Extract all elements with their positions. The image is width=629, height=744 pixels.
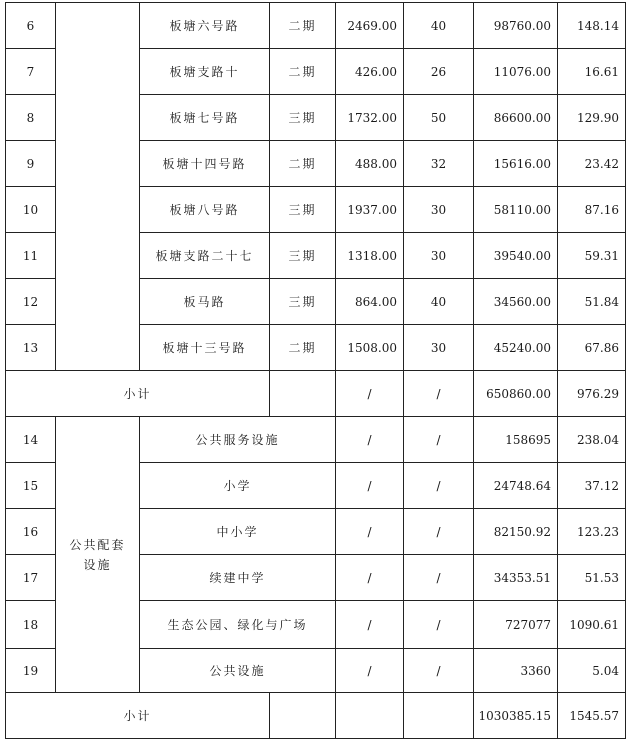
length-value: 864.00 (336, 279, 404, 325)
phase: 二期 (270, 325, 336, 371)
row-number: 18 (6, 601, 56, 649)
category-cell (56, 417, 140, 693)
phase: 二期 (270, 141, 336, 187)
width-value: / (404, 463, 474, 509)
phase: 三期 (270, 95, 336, 141)
phase: 二期 (270, 3, 336, 49)
width-value: 30 (404, 325, 474, 371)
phase: 三期 (270, 279, 336, 325)
length-value: / (336, 371, 404, 417)
road-name: 板塘支路十 (140, 49, 270, 95)
width-value: 50 (404, 95, 474, 141)
mu-value: 238.04 (558, 417, 626, 463)
empty-cell (270, 693, 336, 739)
length-value: / (336, 417, 404, 463)
area-value: 34353.51 (474, 555, 558, 601)
area-value: 39540.00 (474, 233, 558, 279)
road-name: 板塘七号路 (140, 95, 270, 141)
row-number: 15 (6, 463, 56, 509)
row-number: 11 (6, 233, 56, 279)
width-value: 26 (404, 49, 474, 95)
row-number: 8 (6, 95, 56, 141)
width-value: / (404, 509, 474, 555)
row-number: 12 (6, 279, 56, 325)
facility-name: 续建中学 (140, 555, 336, 601)
table-row (6, 417, 626, 463)
mu-value: 1090.61 (558, 601, 626, 649)
row-number: 13 (6, 325, 56, 371)
empty-cell (270, 371, 336, 417)
road-name: 板塘支路二十七 (140, 233, 270, 279)
road-name: 板马路 (140, 279, 270, 325)
area-value: 82150.92 (474, 509, 558, 555)
width-value: / (404, 601, 474, 649)
area-value: 3360 (474, 649, 558, 693)
road-name: 板塘十三号路 (140, 325, 270, 371)
length-value: / (336, 509, 404, 555)
mu-value: 5.04 (558, 649, 626, 693)
area-value: 34560.00 (474, 279, 558, 325)
subtotal-label: 小计 (6, 693, 270, 739)
row-number: 14 (6, 417, 56, 463)
mu-value: 123.23 (558, 509, 626, 555)
area-value: 650860.00 (474, 371, 558, 417)
road-name: 板塘六号路 (140, 3, 270, 49)
empty-cell (404, 693, 474, 739)
width-value: 40 (404, 279, 474, 325)
category-cell (56, 3, 140, 371)
row-number: 19 (6, 649, 56, 693)
area-value: 24748.64 (474, 463, 558, 509)
width-value: / (404, 417, 474, 463)
width-value: 32 (404, 141, 474, 187)
length-value: 2469.00 (336, 3, 404, 49)
area-value: 727077 (474, 601, 558, 649)
width-value: / (404, 649, 474, 693)
mu-value: 59.31 (558, 233, 626, 279)
width-value: 40 (404, 3, 474, 49)
width-value: 30 (404, 233, 474, 279)
length-value: / (336, 601, 404, 649)
row-number: 10 (6, 187, 56, 233)
mu-value: 87.16 (558, 187, 626, 233)
mu-value: 51.84 (558, 279, 626, 325)
length-value: 488.00 (336, 141, 404, 187)
mu-value: 976.29 (558, 371, 626, 417)
area-value: 11076.00 (474, 49, 558, 95)
road-name: 板塘十四号路 (140, 141, 270, 187)
mu-value: 67.86 (558, 325, 626, 371)
area-value: 15616.00 (474, 141, 558, 187)
length-value: / (336, 463, 404, 509)
row-number: 16 (6, 509, 56, 555)
area-value: 45240.00 (474, 325, 558, 371)
length-value: 1508.00 (336, 325, 404, 371)
facility-name: 中小学 (140, 509, 336, 555)
width-value: / (404, 371, 474, 417)
width-value: / (404, 555, 474, 601)
phase: 三期 (270, 187, 336, 233)
mu-value: 51.53 (558, 555, 626, 601)
area-value: 58110.00 (474, 187, 558, 233)
facility-name: 公共设施 (140, 649, 336, 693)
category-label: 公共配套设施 (69, 537, 126, 572)
row-number: 6 (6, 3, 56, 49)
facility-name: 生态公园、绿化与广场 (140, 601, 336, 649)
area-value: 1030385.15 (474, 693, 558, 739)
mu-value: 148.14 (558, 3, 626, 49)
phase: 三期 (270, 233, 336, 279)
phase: 二期 (270, 49, 336, 95)
width-value: 30 (404, 187, 474, 233)
length-value: 1732.00 (336, 95, 404, 141)
subtotal-label: 小计 (6, 371, 270, 417)
row-number: 9 (6, 141, 56, 187)
mu-value: 23.42 (558, 141, 626, 187)
mu-value: 1545.57 (558, 693, 626, 739)
length-value: 426.00 (336, 49, 404, 95)
empty-cell (336, 693, 404, 739)
subtotal-row (6, 371, 626, 417)
row-number: 7 (6, 49, 56, 95)
row-number: 17 (6, 555, 56, 601)
table-row (6, 3, 626, 49)
mu-value: 129.90 (558, 95, 626, 141)
length-value: 1937.00 (336, 187, 404, 233)
facility-name: 公共服务设施 (140, 417, 336, 463)
area-value: 98760.00 (474, 3, 558, 49)
facility-name: 小学 (140, 463, 336, 509)
mu-value: 37.12 (558, 463, 626, 509)
length-value: 1318.00 (336, 233, 404, 279)
land-use-table (5, 2, 626, 739)
length-value: / (336, 555, 404, 601)
length-value: / (336, 649, 404, 693)
subtotal-row (6, 693, 626, 739)
road-name: 板塘八号路 (140, 187, 270, 233)
mu-value: 16.61 (558, 49, 626, 95)
area-value: 86600.00 (474, 95, 558, 141)
area-value: 158695 (474, 417, 558, 463)
